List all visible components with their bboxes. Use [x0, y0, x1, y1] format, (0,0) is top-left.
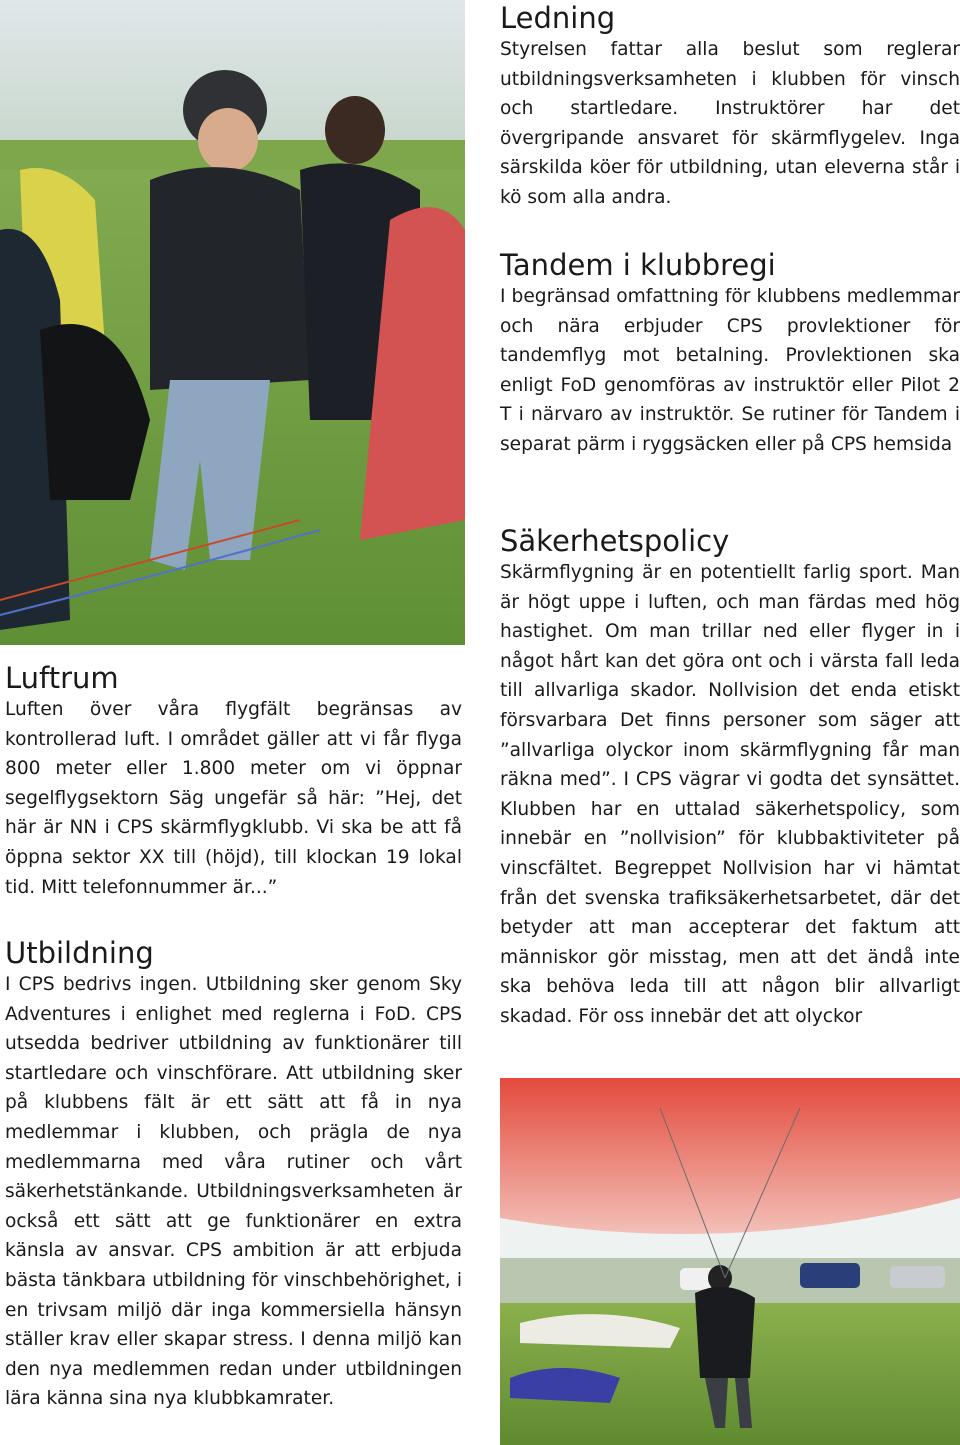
- section-ledning: [500, 1, 960, 213]
- section-tandem: [500, 248, 960, 460]
- heading-luftrum: Luftrum: [5, 661, 119, 695]
- section-utbildning: [5, 936, 462, 1414]
- photo-pilots-on-field: [0, 0, 465, 645]
- section-sakerhetspolicy: [500, 524, 960, 1032]
- body-utbildning: I CPS bedrivs ingen. Utbildning sker genom Sky Adventures i enlighet med reglerna i FoD. CPS utsedda bedriver utbildning av funktionärer till startledare och vinschförare. Att utbildning sker på klubbens fält är ett sätt att få in nya medlemmar i klubben, och prägla de nya medlemmarna med våra rutiner och vårt säkerhetstänkande. Utbildningsverksamheten är också ett sätt att ge funktionärer en extra känsla av ansvar. CPS ambition är att erbjuda bästa tänkbara utbildning för vinschbehörighet, i en trivsam miljö där inga kommersiella hänsyn ställer krav eller skapar stress. I denna miljö kan den nya medlemmen redan under utbildningen lära känna sina nya klubbkamrater.: [5, 974, 462, 1410]
- section-luftrum: [5, 661, 462, 902]
- body-tandem: I begränsad omfattning för klubbens medlemmar och nära erbjuder CPS provlektioner för tandemflyg mot betalning. Provlektionen ska enligt FoD genomföras av instruktör eller Pilot 2 T i närvaro av instruktör. Se rutiner för Tandem i separat pärm i ryggsäcken eller på CPS hemsida: [500, 286, 960, 455]
- body-luftrum: Luften över våra flygfält begränsas av kontrollerad luft. I området gäller att vi får flyga 800 meter eller 1.800 meter om vi öppnar segelflygsektorn Säg ungefär så här: ”Hej, det här är NN i CPS skärmflygklubb. Vi ska be att få öppna sektor XX till (höjd), till klockan 19 lokal tid. Mitt telefonnummer är...”: [5, 699, 462, 898]
- heading-sakerhetspolicy: Säkerhetspolicy: [500, 524, 730, 558]
- heading-ledning: Ledning: [500, 1, 616, 35]
- heading-tandem: Tandem i klubbregi: [500, 248, 776, 282]
- photo-tandem-launch: [500, 1078, 960, 1445]
- body-sakerhetspolicy: Skärmflygning är en potentiellt farlig sport. Man är högt uppe i luften, och man färdas med hög hastighet. Om man trillar ned eller flyger in i något hårt kan det göra ont och i värsta fall leda till allvarliga skador. Nollvision det enda etiskt försvarbara Det finns personer som säger att ”allvarliga olyckor inom skärmflygning får man räkna med”. I CPS vägrar vi godta det synsättet. Klubben har en uttalad säkerhetspolicy, som innebär en ”nollvision” för klubbaktiviteter på vinscfältet. Begreppet Nollvision har vi hämtat från det svenska trafiksäkerhetsarbetet, där det betyder att man accepterar det faktum att människor gör misstag, men att det ändå inte ska behöva leda till att någon blir allvarligt skadad. För oss innebär det att olyckor: [500, 562, 960, 1027]
- heading-utbildning: Utbildning: [5, 936, 154, 970]
- body-ledning: Styrelsen fattar alla beslut som reglerar utbildningsverksamheten i klubben för vinsch och startledare. Instruktörer har det övergripande ansvaret för skärmflygelev. Inga särskilda köer för utbildning, utan eleverna står i kö som alla andra.: [500, 39, 960, 208]
